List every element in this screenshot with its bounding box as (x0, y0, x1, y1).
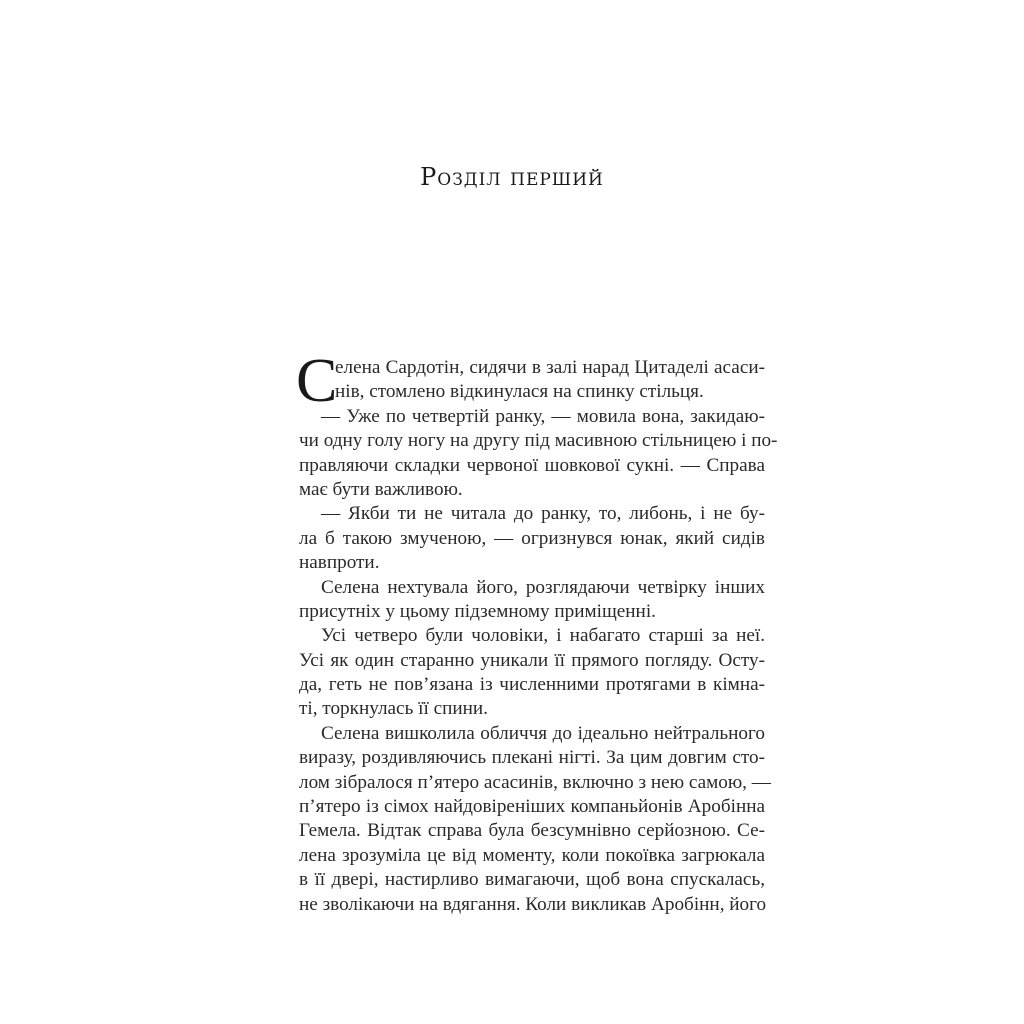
text-line: лом зібралося п’ятеро асасинів, включно з нею самою, — (299, 771, 771, 793)
text-line: лена зрозуміла це від моменту, коли покоївка загрюкала (299, 844, 765, 866)
text-line: да, геть не пов’язана із численними протягами в кімна- (299, 674, 765, 696)
text-line: чи одну голу ногу на другу під масивною стільницею і по- (299, 430, 778, 452)
body-text (296, 347, 778, 917)
text-line: Селена нехтувала його, розглядаючи четвірку інших (321, 576, 765, 598)
text-line: навпроти. (299, 552, 380, 574)
text-line: — Уже по четвертій ранку, — мовила вона, закидаю- (321, 405, 765, 427)
text-line: п’ятеро із сімох найдовіреніших компаньйонів Аробінна (299, 796, 765, 818)
text-line: нів, стомлено відкинулася на спинку стільця. (335, 381, 704, 403)
text-line: — Якби ти не читала до ранку, то, либонь, і не бу- (321, 503, 765, 525)
chapter-title: Розділ перший (420, 163, 604, 191)
text-line: елена Сардотін, сидячи в залі нарад Цитаделі асаси- (335, 357, 765, 378)
text-line: в її двері, настирливо вимагаючи, щоб вона спускалась, (299, 869, 765, 891)
text-line: виразу, роздивляючись плекані нігті. За цим довгим сто- (299, 747, 765, 769)
text-line: має бути важливою. (299, 478, 463, 500)
dropcap-letter: С (296, 347, 338, 415)
text-line: ла б такою змученою, — огризнувся юнак, який сидів (299, 527, 765, 549)
text-line: Усі як один старанно уникали її прямого погляду. Осту- (299, 649, 765, 671)
text-line: присутніх у цьому підземному приміщенні. (299, 600, 656, 622)
text-line: ті, торкнулась її спини. (299, 698, 488, 720)
text-line: правляючи складки червоної шовкової сукні. — Справа (299, 454, 765, 476)
text-line: Гемела. Відтак справа була безсумнівно серйозною. Се- (299, 820, 765, 842)
text-line: Усі четверо були чоловіки, і набагато старші за неї. (321, 625, 765, 647)
text-line: Селена вишколила обличчя до ідеально нейтрального (321, 722, 765, 744)
text-line: не зволікаючи на вдягання. Коли викликав Аробінн, його (299, 893, 767, 915)
